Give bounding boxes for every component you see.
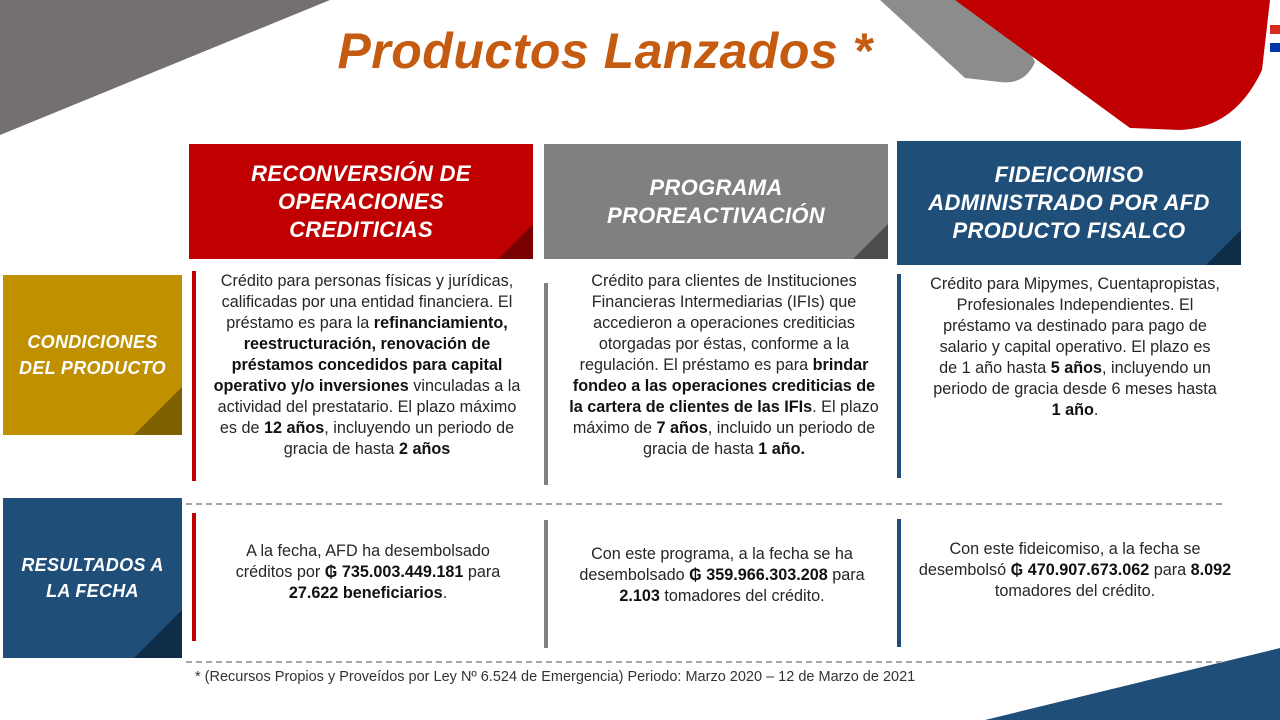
- text-segment: . El plazo máximo de: [572, 398, 879, 437]
- text-segment: Crédito para clientes de Instituciones Financieras Intermediarias (IFIs) que accedieron a operaciones crediticias otorgadas por éstas, conforme a la regulación. El préstamo es para: [579, 272, 857, 374]
- footnote: * (Recursos Propios y Proveídos por Ley Nº 6.524 de Emergencia) Periodo: Marzo 2020 – 12 de Marzo de 2021: [195, 669, 916, 685]
- bold-segment: 1 año.: [758, 440, 805, 458]
- cell-text: [909, 274, 1241, 421]
- bold-segment: ₲ 359.966.303.208: [689, 566, 828, 584]
- row-label-condiciones-fold: [134, 387, 182, 435]
- row-label-resultados-text: RESULTADOS A LA FECHA: [21, 555, 164, 601]
- bold-segment: ₲ 735.003.449.181: [324, 563, 464, 581]
- row-label-resultados-fold: [134, 610, 182, 658]
- bottom-right-navy-shape: [985, 648, 1280, 720]
- text-segment: , incluyendo un periodo de gracia de hasta: [283, 419, 515, 458]
- cell-accent-bar: [544, 283, 548, 485]
- cell-accent-bar: [897, 519, 901, 647]
- cell-accent-bar: [192, 513, 196, 641]
- cell-accent-bar: [544, 520, 548, 648]
- text-segment: vinculadas a la actividad del prestatario. El plazo máximo es de: [217, 377, 521, 437]
- cell-text: [556, 271, 888, 460]
- text-segment: para: [1149, 561, 1191, 579]
- cell-resultados-fideicomiso: [897, 519, 1241, 647]
- cell-text: [556, 520, 888, 607]
- cell-condiciones-reconversion: [192, 271, 532, 481]
- slide-title: Productos Lanzados *: [337, 23, 873, 79]
- bold-segment: 5 años: [1050, 359, 1102, 377]
- text-segment: para: [827, 566, 865, 584]
- text-segment: A la fecha, AFD ha desembolsado créditos por: [235, 542, 490, 581]
- cell-accent-bar: [192, 271, 196, 481]
- bold-segment: 27.622 beneficiarios: [288, 584, 443, 602]
- header-fideicomiso-label: FIDEICOMISO ADMINISTRADO POR AFD PRODUCTO FISALCO: [928, 162, 1210, 243]
- text-segment: tomadores del crédito.: [994, 582, 1156, 600]
- header-fideicomiso: [897, 141, 1241, 265]
- bold-segment: 7 años: [656, 419, 708, 437]
- cell-resultados-reconversion: [192, 513, 532, 641]
- text-segment: .: [442, 584, 448, 602]
- header-reconversion-label: RECONVERSIÓN DE OPERACIONES CREDITICIAS: [251, 160, 471, 242]
- text-segment: , incluyendo un periodo de gracia desde 6 meses hasta: [933, 359, 1217, 398]
- cell-resultados-proreactivacion: [544, 520, 888, 648]
- bold-segment: 12 años: [263, 419, 325, 437]
- bold-segment: 1 año: [1051, 401, 1094, 419]
- header-reconversion-fold: [498, 224, 533, 259]
- cell-condiciones-proreactivacion: [544, 271, 888, 485]
- text-segment: para: [463, 563, 501, 581]
- text-segment: .: [1093, 401, 1099, 419]
- header-proreactivacion: [544, 144, 888, 259]
- bold-segment: 2 años: [398, 440, 451, 458]
- header-reconversion: [189, 144, 533, 259]
- text-segment: tomadores del crédito.: [659, 587, 825, 605]
- text-segment: Crédito para Mipymes, Cuentapropistas, Profesionales Independientes. El préstamo va destinado para pago de salario y capital operativo. El plazo es de 1 año hasta: [930, 275, 1220, 377]
- cell-condiciones-fideicomiso: [897, 274, 1241, 478]
- bold-segment: 2.103: [619, 587, 660, 605]
- cell-text: [204, 513, 532, 604]
- row-label-condiciones-text: CONDICIONES DEL PRODUCTO: [19, 332, 166, 378]
- text-segment: Con este programa, a la fecha se ha desembolsado: [579, 545, 853, 584]
- bold-segment: 8.092: [1190, 561, 1232, 579]
- header-proreactivacion-label: PROGRAMA PROREACTIVACIÓN: [607, 174, 825, 228]
- bold-segment: refinanciamiento, reestructuración, renovación de préstamos concedidos para capital operativo y/o inversiones: [213, 314, 508, 395]
- cell-text: [204, 271, 532, 460]
- row-separator-bottom: [186, 661, 1222, 663]
- header-proreactivacion-fold: [853, 224, 888, 259]
- row-separator-top: [186, 503, 1222, 505]
- header-fideicomiso-fold: [1206, 230, 1241, 265]
- cell-text: [909, 519, 1241, 602]
- text-segment: Con este fideicomiso, a la fecha se desembolsó: [918, 540, 1201, 579]
- text-segment: Crédito para personas físicas y jurídicas, calificadas por una entidad financiera. El préstamo es para la: [220, 272, 514, 332]
- paraguay-flag-icon: [1270, 25, 1280, 52]
- text-segment: , incluido un periodo de gracia de hasta: [643, 419, 876, 458]
- cell-accent-bar: [897, 274, 901, 478]
- bold-segment: brindar fondeo a las operaciones crediticias de la cartera de clientes de las IFIs: [569, 356, 876, 416]
- bold-segment: ₲ 470.907.673.062: [1010, 561, 1150, 579]
